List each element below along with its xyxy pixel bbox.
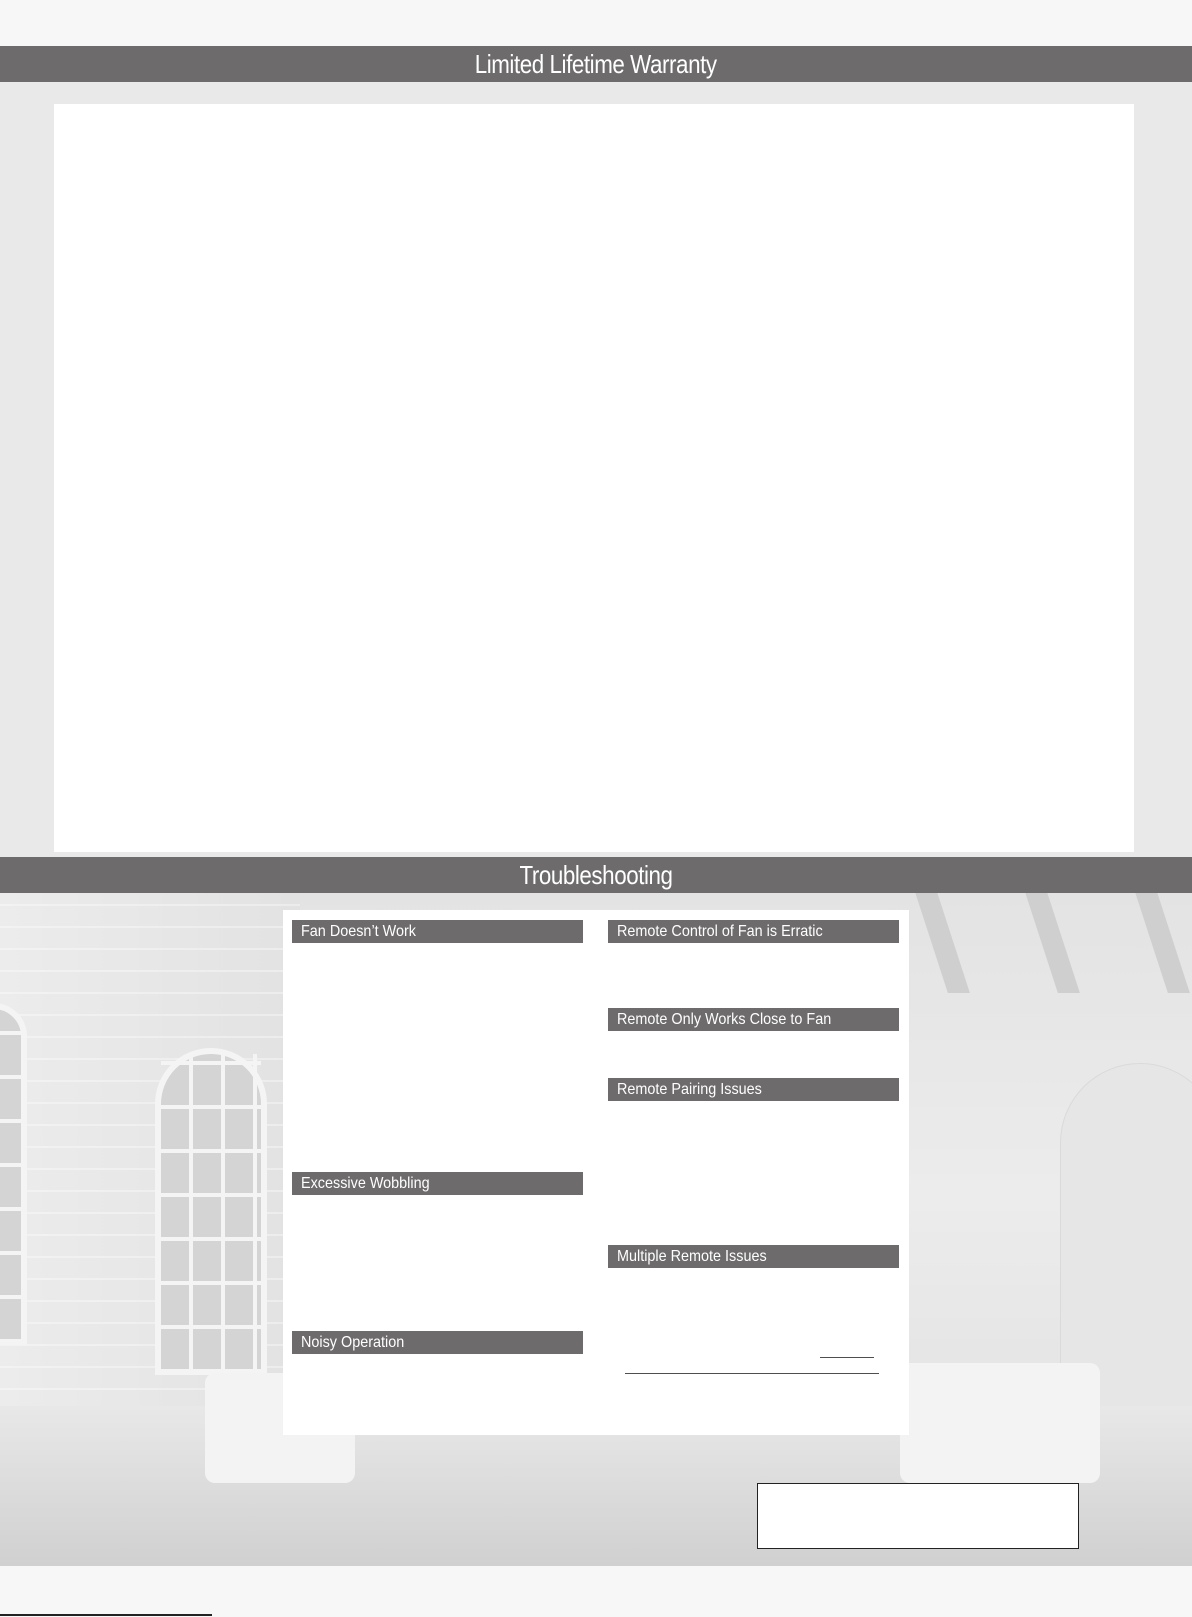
- section-header-noisy-operation: Noisy Operation: [292, 1331, 583, 1354]
- warranty-section: [0, 82, 1192, 857]
- section-header-multiple-remote: Multiple Remote Issues: [608, 1245, 899, 1268]
- hyperlink-underline[interactable]: [625, 1373, 879, 1374]
- warranty-title: Limited Lifetime Warranty: [475, 48, 717, 79]
- section-header-remote-pairing: Remote Pairing Issues: [608, 1078, 899, 1101]
- ceiling-beam: [1132, 893, 1190, 993]
- ceiling-beam: [912, 893, 970, 993]
- warranty-banner: [0, 46, 1192, 82]
- arched-window-middle: [155, 1048, 267, 1375]
- arched-window-left: [0, 1003, 27, 1345]
- section-header-remote-close: Remote Only Works Close to Fan: [608, 1008, 899, 1031]
- section-header-excessive-wobbling: Excessive Wobbling: [292, 1172, 583, 1195]
- warranty-content-card: [54, 104, 1134, 852]
- section-header-remote-erratic: Remote Control of Fan is Erratic: [608, 920, 899, 943]
- troubleshooting-card: [283, 910, 909, 1435]
- footer-rule: [0, 1614, 212, 1616]
- notice-box: [757, 1483, 1079, 1549]
- hyperlink-underline[interactable]: [820, 1357, 874, 1358]
- ceiling-beam: [1022, 893, 1080, 993]
- sofa: [900, 1363, 1100, 1483]
- section-header-fan-doesnt-work: Fan Doesn’t Work: [292, 920, 583, 943]
- troubleshooting-title: Troubleshooting: [519, 859, 673, 890]
- troubleshooting-banner: [0, 857, 1192, 893]
